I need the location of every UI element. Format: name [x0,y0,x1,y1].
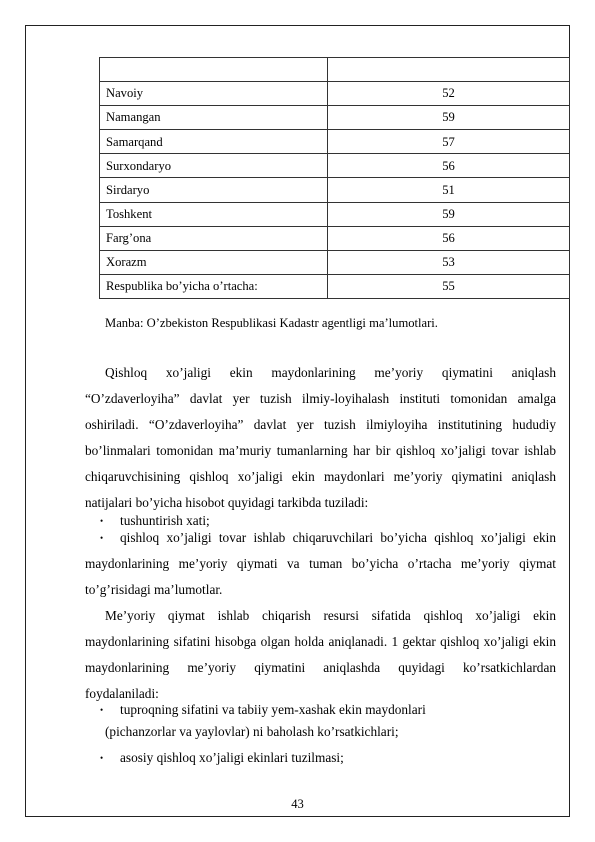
region-cell: Toshkent [100,202,328,226]
table-row [100,154,570,178]
bullet-icon: • [100,516,104,526]
value-cell: 55 [328,274,570,298]
list-item [85,525,556,603]
bullet-icon: • [100,753,104,763]
table-row [100,82,570,106]
table-row [100,226,570,250]
value-cell: 51 [328,178,570,202]
value-cell: 52 [328,82,570,106]
table-row [100,106,570,130]
value-cell: 53 [328,250,570,274]
region-cell: Sirdaryo [100,178,328,202]
value-cell: 56 [328,226,570,250]
list-item-text: tuproqning sifatini va tabiiy yem-xashak ekin maydonlari [120,702,426,717]
region-cell: Samarqand [100,130,328,154]
table-source-note: Manba: O’zbekiston Respublikasi Kadastr agentligi ma’lumotlari. [105,316,438,330]
table-row [100,178,570,202]
paragraph-valuation-intro: Qishloq xo’jaligi ekin maydonlarining me’yoriy qiymatini aniqlash “O’zdaverloyiha” davlat yer tuzish ilmiy-loyihalash instituti tomonidan amalga oshiriladi. “O’zdaverloyiha” davlat yer tuzish ilmiyloyiha institutining hududiy bo’linmalari tomonidan ma’muriy tumanlarning har bir qishloq xo’jaligi tovar ishlab chiqaruvchisining qishloq xo’jaligi ekin maydonlari me’yoriy qiymatini aniqlash natijalari bo’yicha hisobot quyidagi tarkibda tuziladi: [85,365,556,510]
table-header-cell [100,58,328,82]
bullet-icon: • [100,533,104,543]
list-item-text: qishloq xo’jaligi tovar ishlab chiqaruvchilari bo’yicha qishloq xo’jaligi ekin maydonlarining me’yoriy qiymati va tuman bo’yicha o’rtacha me’yoriy qiymat to’g’risidagi ma’lumotlar. [85,530,556,597]
region-cell: Navoiy [100,82,328,106]
table-header-row [100,58,570,82]
region-cell: Xorazm [100,250,328,274]
value-cell: 56 [328,154,570,178]
region-cell: Farg’ona [100,226,328,250]
region-cell: Namangan [100,106,328,130]
list-item-text: asosiy qishloq xo’jaligi ekinlari tuzilmasi; [120,750,344,765]
table-header-cell [328,58,570,82]
region-value-table [99,57,570,299]
page-number: 43 [291,797,304,811]
bullet-icon: • [100,705,104,715]
value-cell: 59 [328,202,570,226]
table-row [100,202,570,226]
list-item-text: tushuntirish xati; [120,513,210,528]
list-item-continuation: (pichanzorlar va yaylovlar) ni baholash ko’rsatkichlari; [105,724,399,739]
region-cell: Surxondaryo [100,154,328,178]
table-row [100,250,570,274]
region-cell: Respublika bo’yicha o’rtacha: [100,274,328,298]
table-row-average [100,274,570,298]
paragraph-normative-value: Me’yoriy qiymat ishlab chiqarish resursi sifatida qishloq xo’jaligi ekin maydonlarining sifatini hisobga olgan holda aniqlanadi. 1 gektar qishloq xo’jaligi ekin maydonlarining me’yoriy qiymatini aniqlashda quyidagi ko’rsatkichlardan foydalaniladi: [85,608,556,701]
table-row [100,130,570,154]
value-cell: 59 [328,106,570,130]
value-cell: 57 [328,130,570,154]
